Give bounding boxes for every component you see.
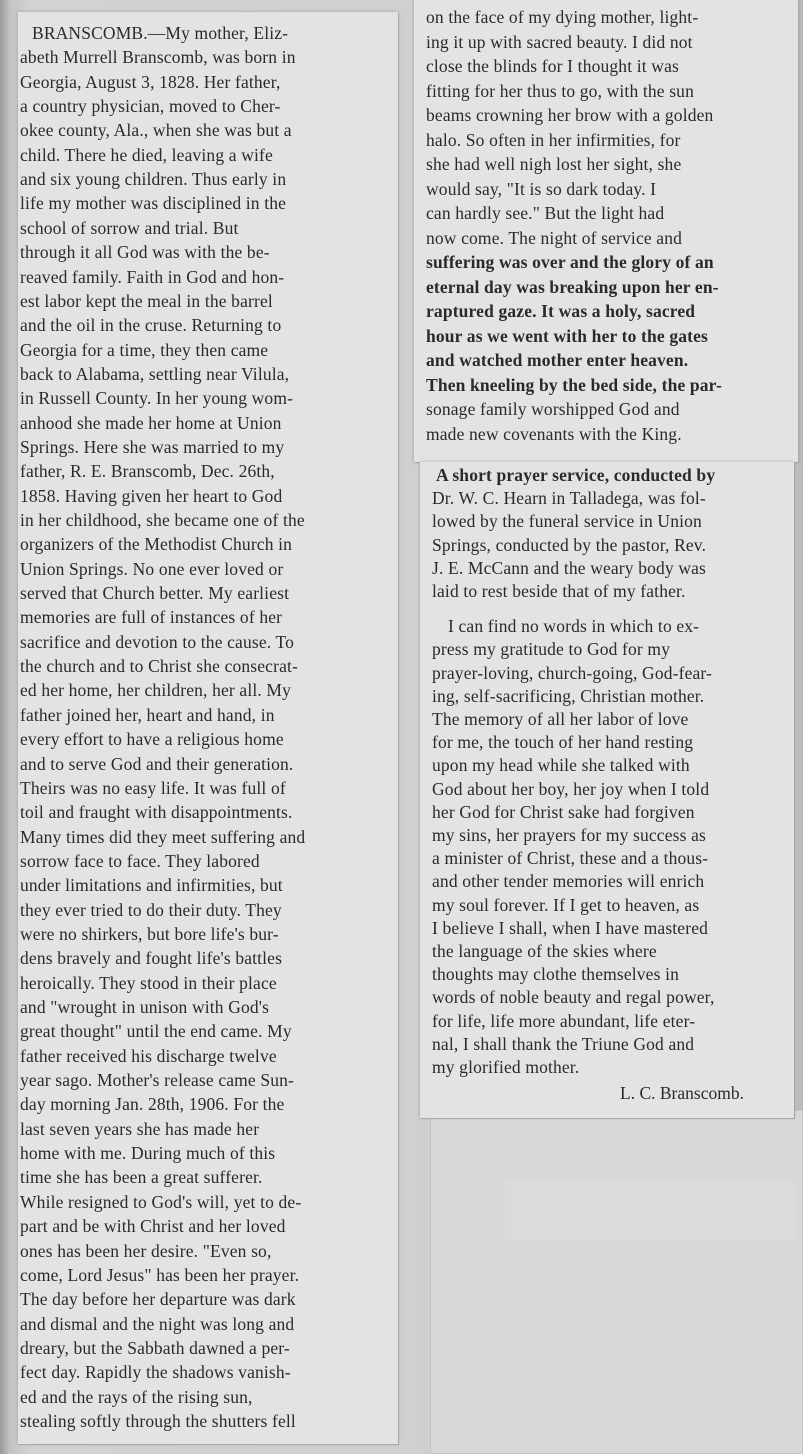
text-line: nal, I shall thank the Triune God and: [432, 1033, 695, 1054]
text-line: stealing softly through the shutters fell: [20, 1410, 296, 1431]
text-line: she had well nigh lost her sight, she: [426, 154, 682, 174]
text-line: I believe I shall, when I have mastered: [432, 917, 709, 938]
text-line: were no shirkers, but bore life's bur-: [20, 923, 279, 944]
text-line: J. E. McCann and the weary body was: [432, 557, 707, 578]
text-line: day morning Jan. 28th, 1906. For the: [20, 1094, 285, 1115]
text-line: home with me. During much of this: [20, 1143, 276, 1164]
text-line: time she has been a great sufferer.: [20, 1167, 263, 1188]
text-line: sonage family worshipped God and: [426, 399, 680, 419]
text-line: in her childhood, she became one of the: [20, 510, 305, 530]
text-line: beams crowning her brow with a golden: [426, 105, 714, 125]
text-line: Springs. Here she was married to my: [20, 436, 285, 457]
text-line: would say, "It is so dark today. I: [426, 178, 657, 199]
text-line: While resigned to God's will, yet to de-: [20, 1191, 302, 1212]
text-line: upon my head while she talked with: [432, 755, 690, 776]
faded-strip: [505, 1180, 795, 1240]
text-line: the church and to Christ she consecrat-: [20, 656, 298, 677]
clipping-left-column: [18, 12, 398, 1444]
clipping-right-bottom-column: [420, 462, 794, 1118]
text-line: Georgia, August 3, 1828. Her father,: [20, 71, 281, 92]
text-line: halo. So often in her infirmities, for: [426, 129, 681, 150]
text-line: father joined her, heart and hand, in: [20, 704, 275, 725]
text-line: est labor kept the meal in the barrel: [20, 290, 273, 311]
text-line: raptured gaze. It was a holy, sacred: [426, 301, 696, 321]
text-line: father, R. E. Branscomb, Dec. 26th,: [20, 461, 275, 482]
text-line: dreary, but the Sabbath dawned a per-: [20, 1337, 290, 1358]
text-line: Union Springs. No one ever loved or: [20, 558, 284, 579]
text-line: heroically. They stood in their place: [20, 972, 277, 993]
text-line: the language of the skies where: [432, 941, 657, 961]
text-line: dens bravely and fought life's battles: [20, 948, 283, 969]
text-line: sorrow face to face. They labored: [20, 850, 260, 871]
text-line: Many times did they meet suffering and: [20, 826, 306, 847]
text-line: BRANSCOMB.—My mother, Eliz-: [32, 23, 289, 43]
text-line: part and be with Christ and her loved: [20, 1216, 286, 1237]
text-line: and dismal and the night was long and: [20, 1313, 295, 1334]
text-line: prayer-loving, church-going, God-fear-: [432, 662, 713, 683]
clipping-right-top-column: [414, 0, 798, 462]
text-line: fitting for her thus to go, with the sun: [426, 80, 694, 101]
text-line: and to serve God and their generation.: [20, 753, 294, 774]
text-line: a minister of Christ, these and a thous-: [432, 848, 709, 869]
text-line: for life, life more abundant, life eter-: [432, 1010, 696, 1031]
text-line: my sins, her prayers for my success as: [432, 825, 706, 845]
text-line: ing, self-sacrificing, Christian mother.: [432, 685, 705, 706]
text-line: laid to rest beside that of my father.: [432, 581, 686, 601]
text-line: ones has been her desire. "Even so,: [20, 1240, 272, 1261]
text-line: on the face of my dying mother, light-: [426, 7, 699, 27]
text-line: A short prayer service, conducted by: [436, 465, 716, 485]
text-line: fect day. Rapidly the shadows vanish-: [20, 1362, 291, 1383]
text-line: served that Church better. My earliest: [20, 583, 290, 604]
text-line: they ever tried to do their duty. They: [20, 899, 282, 920]
text-line: words of noble beauty and regal power,: [432, 987, 715, 1008]
text-line: a country physician, moved to Cher-: [20, 96, 281, 117]
text-line: The day before her departure was dark: [20, 1289, 296, 1310]
text-line: under limitations and infirmities, but: [20, 875, 283, 896]
text-line: reaved family. Faith in God and hon-: [20, 266, 285, 287]
text-line: back to Alabama, settling near Vilula,: [20, 363, 290, 384]
text-line: my glorified mother.: [432, 1057, 580, 1077]
text-line: The memory of all her labor of love: [432, 709, 689, 729]
text-line: anhood she made her home at Union: [20, 412, 282, 433]
text-line: hour as we went with her to the gates: [426, 325, 708, 346]
text-line: can hardly see." But the light had: [426, 203, 665, 223]
text-line: Theirs was no easy life. It was full of: [20, 777, 286, 798]
text-line: suffering was over and the glory of an: [426, 252, 714, 272]
text-line: ed her home, her children, her all. My: [20, 680, 292, 701]
text-line: Dr. W. C. Hearn in Talladega, was fol-: [432, 488, 706, 509]
text-line: thoughts may clothe themselves in: [432, 964, 679, 985]
text-line: God about her boy, her joy when I told: [432, 778, 710, 799]
text-line: and other tender memories will enrich: [432, 871, 705, 892]
text-line: toil and fraught with disappointments.: [20, 802, 293, 823]
text-line: Springs, conducted by the pastor, Rev.: [432, 534, 707, 555]
text-line: sacrifice and devotion to the cause. To: [20, 631, 294, 652]
blank-paper-sheet: [430, 1110, 803, 1454]
text-line: and the oil in the cruse. Returning to: [20, 315, 282, 336]
text-line: okee county, Ala., when she was but a: [20, 120, 292, 141]
text-line: press my gratitude to God for my: [432, 639, 671, 660]
text-line: ing it up with sacred beauty. I did not: [426, 31, 693, 52]
text-line: Then kneeling by the bed side, the par-: [426, 374, 722, 395]
text-line: school of sorrow and trial. But: [20, 217, 239, 238]
text-line: father received his discharge twelve: [20, 1045, 277, 1066]
text-line: ed and the rays of the rising sun,: [20, 1386, 253, 1407]
text-line: through it all God was with the be-: [20, 242, 270, 263]
text-line: I can find no words in which to ex-: [448, 616, 700, 637]
text-line: for me, the touch of her hand resting: [432, 732, 694, 753]
text-line: and six young children. Thus early in: [20, 169, 287, 190]
text-line: 1858. Having given her heart to God: [20, 485, 283, 506]
text-line: last seven years she has made her: [20, 1118, 260, 1139]
text-line: eternal day was breaking upon her en-: [426, 276, 719, 297]
text-line: lowed by the funeral service in Union: [432, 511, 702, 532]
text-line: great thought" until the end came. My: [20, 1021, 292, 1042]
text-line: Georgia for a time, they then came: [20, 339, 269, 360]
text-line: abeth Murrell Branscomb, was born in: [20, 47, 296, 68]
text-line: life my mother was disciplined in the: [20, 193, 287, 214]
text-line: her God for Christ sake had forgiven: [432, 801, 695, 822]
text-line: now come. The night of service and: [426, 227, 683, 248]
text-line: and watched mother enter heaven.: [426, 350, 689, 370]
signature: L. C. Branscomb.: [620, 1083, 744, 1103]
text-line: in Russell County. In her young wom-: [20, 388, 294, 409]
text-line: my soul forever. If I get to heaven, as: [432, 894, 700, 915]
text-line: made new covenants with the King.: [426, 423, 682, 444]
text-line: year sago. Mother's release came Sun-: [20, 1070, 295, 1091]
text-line: come, Lord Jesus" has been her prayer.: [20, 1264, 300, 1285]
text-line: close the blinds for I thought it was: [426, 56, 679, 76]
text-line: memories are full of instances of her: [20, 607, 283, 628]
text-line: and "wrought in unison with God's: [20, 997, 270, 1017]
text-line: organizers of the Methodist Church in: [20, 534, 293, 555]
text-line: every effort to have a religious home: [20, 729, 284, 750]
text-line: child. There he died, leaving a wife: [20, 144, 273, 165]
